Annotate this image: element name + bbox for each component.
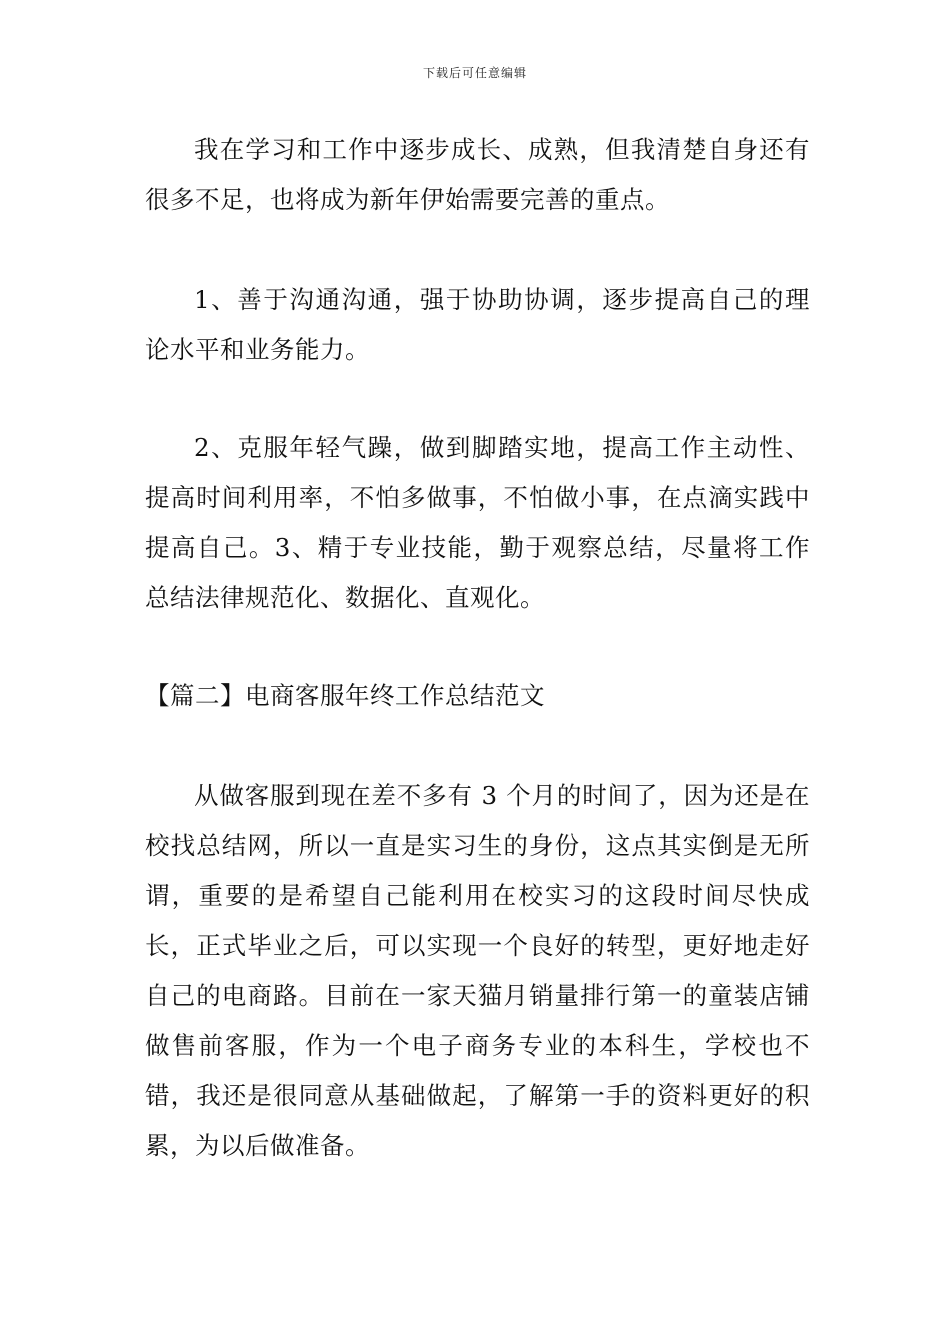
paragraph-intro: 我在学习和工作中逐步成长、成熟，但我清楚自身还有很多不足，也将成为新年伊始需要完善的重点。 xyxy=(145,135,810,214)
section-heading: 【篇二】电商客服年终工作总结范文 xyxy=(145,681,545,710)
header-note: 下载后可任意编辑 xyxy=(422,66,527,80)
document-body xyxy=(145,125,810,1171)
paragraph-section-body: 从做客服到现在差不多有 3 个月的时间了，因为还是在校找总结网，所以一直是实习生的身份，这点其实倒是无所谓，重要的是希望自己能利用在校实习的这段时间尽快成长，正式毕业之后，可以实现一个良好的转型，更好地走好自己的电商路。目前在一家天猫月销量排行第一的童装店铺做售前客服，作为一个电子商务专业的本科生，学校也不错，我还是很同意从基础做起，了解第一手的资料更好的积累，为以后做准备。 xyxy=(145,781,810,1160)
paragraph-point-1: 1、善于沟通沟通，强于协助协调，逐步提高自己的理论水平和业务能力。 xyxy=(145,285,810,364)
paragraph-point-2-3: 2、克服年轻气躁，做到脚踏实地，提高工作主动性、提高时间利用率，不怕多做事，不怕做小事，在点滴实践中提高自己。3、精于专业技能，勤于观察总结，尽量将工作总结法律规范化、数据化、直观化。 xyxy=(145,433,810,612)
